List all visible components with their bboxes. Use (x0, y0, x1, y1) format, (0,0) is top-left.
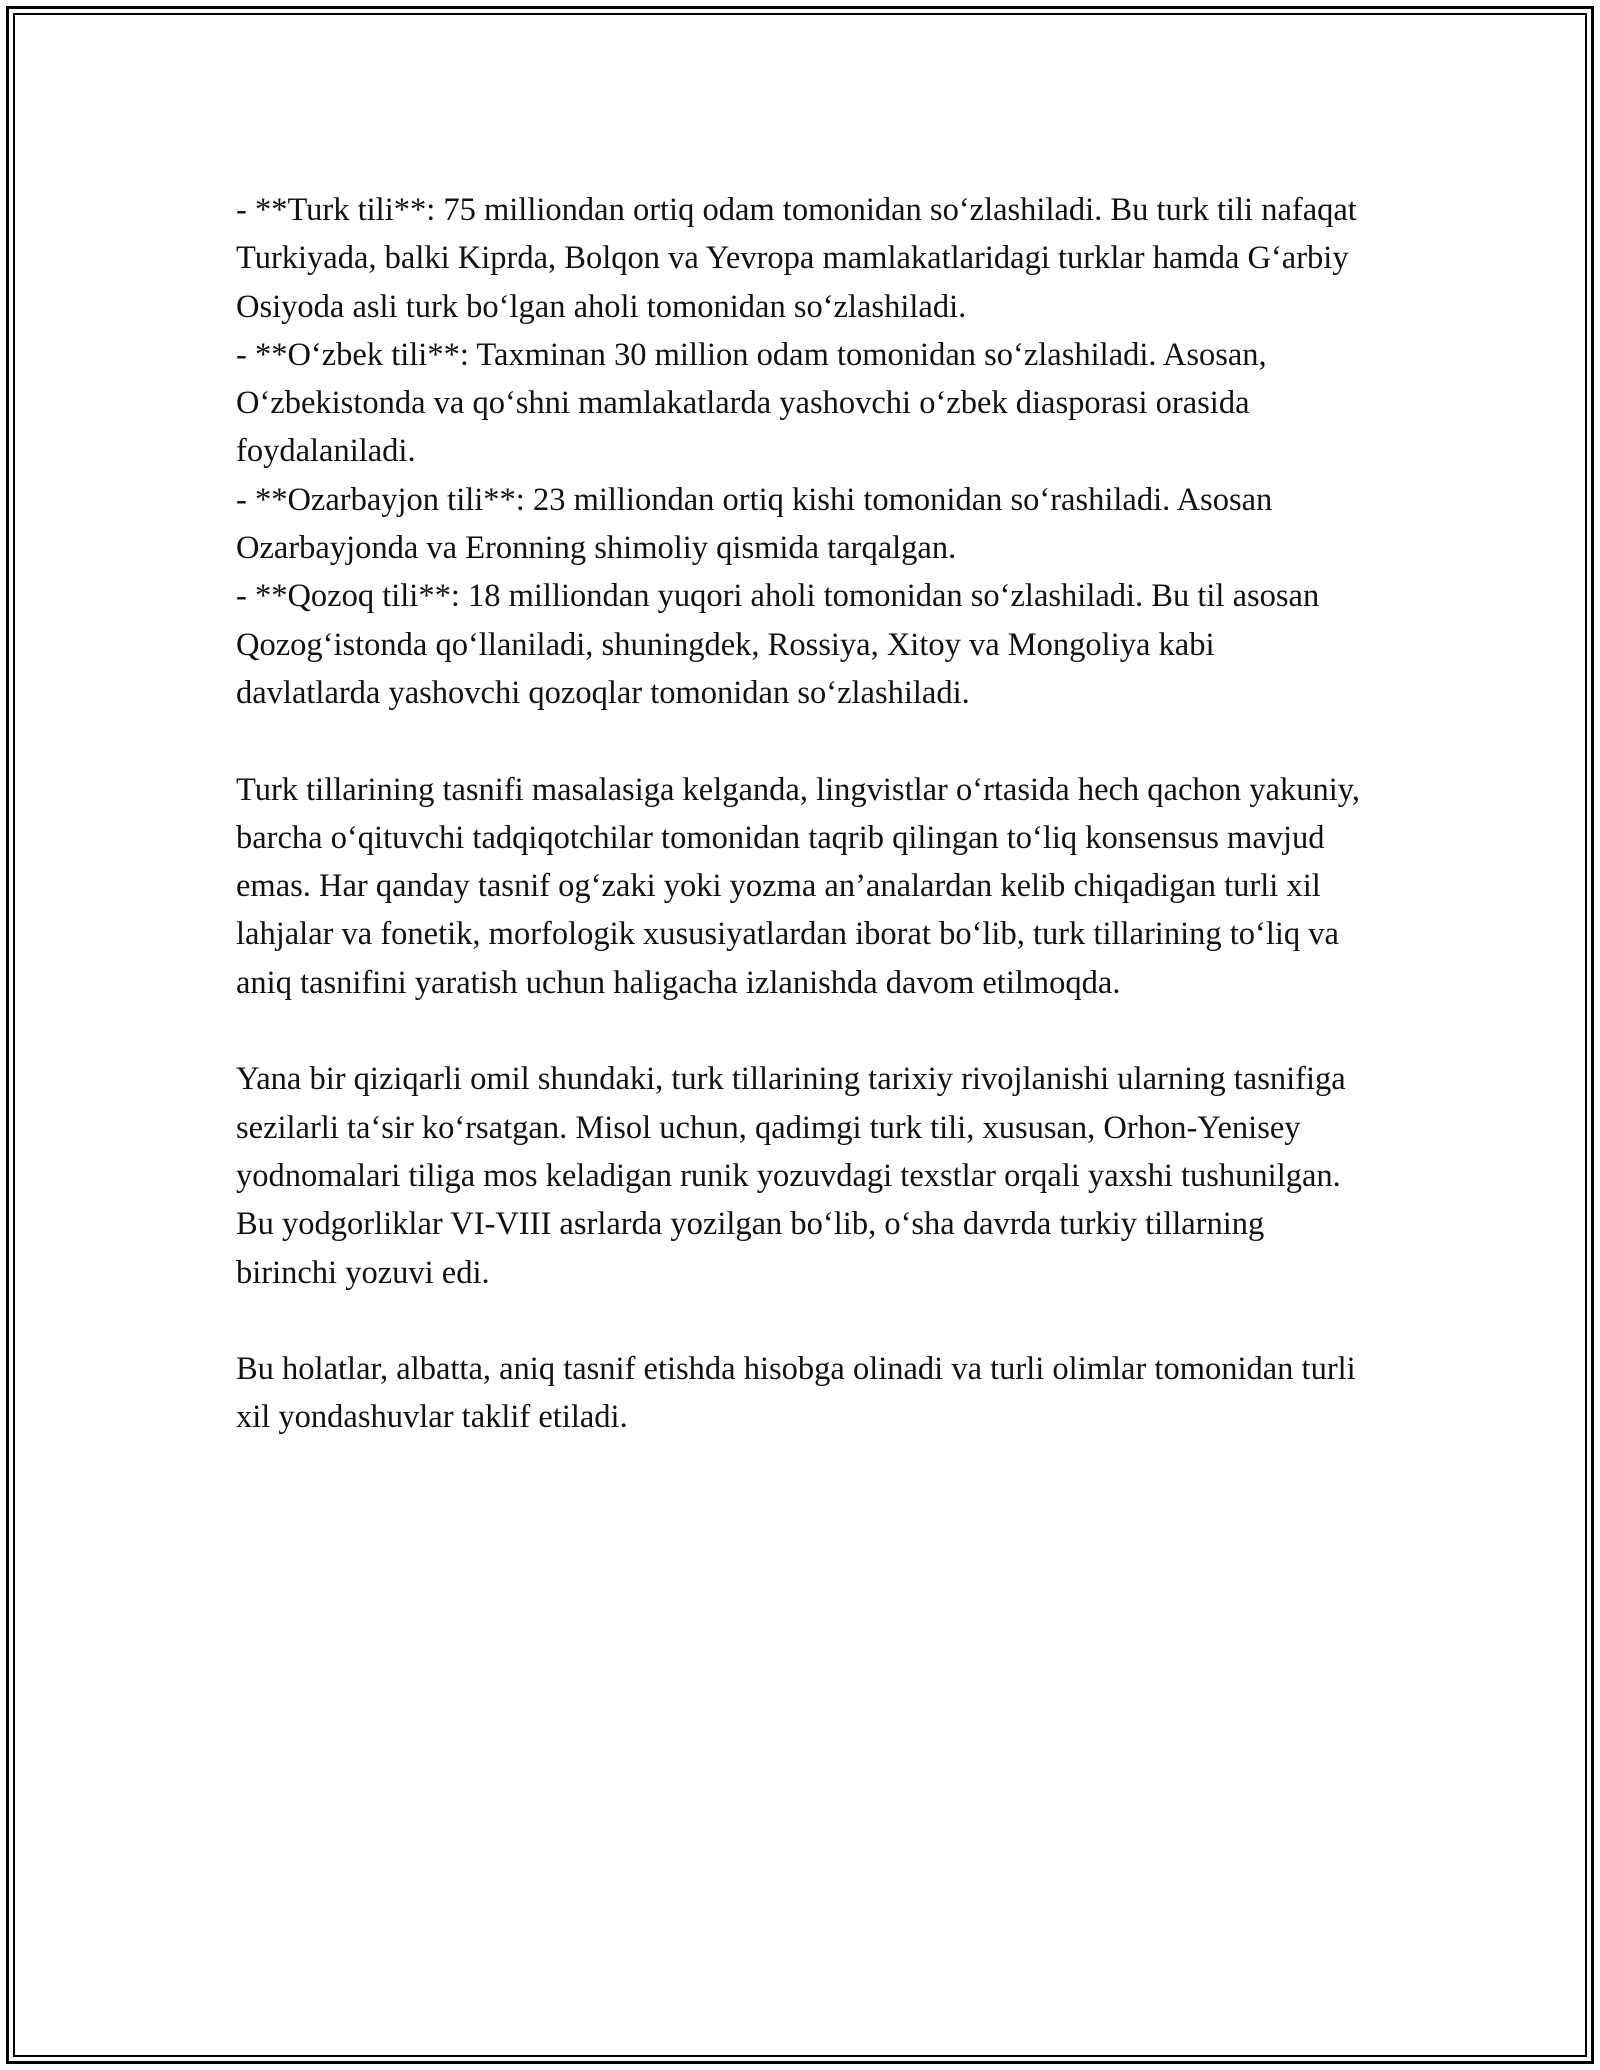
list-item-ozarbayjon-tili: - **Ozarbayjon tili**: 23 milliondan ortiq kishi tomonidan so‘rashiladi. Asosan Ozarbayjonda va Eronning shimoliy qismida tarqalgan. (236, 481, 1273, 567)
paragraph-historical-development: Yana bir qiziqarli omil shundaki, turk tillarining tarixiy rivojlanishi ularning tasnifiga sezilarli ta‘sir ko‘rsatgan. Misol uchun, qadimgi turk tili, xususan, Orhon-Yenisey yodnomalari tiliga mos keladigan runik yozuvdagi texstlar orqali yaxshi tushunilgan. Bu yodgorliklar VI-VIII asrlarda yozilgan bo‘lib, o‘sha davrda turkiy tillarning birinchi yozuvi edi. (236, 1061, 1346, 1291)
paragraph-conclusion: Bu holatlar, albatta, aniq tasnif etishda hisobga olinadi va turli olimlar tomonidan turli xil yondashuvlar taklif etiladi. (236, 1351, 1356, 1436)
document-body (236, 186, 1366, 1442)
list-item-qozoq-tili: - **Qozoq tili**: 18 milliondan yuqori aholi tomonidan so‘zlashiladi. Bu til asosan Qozog‘istonda qo‘llaniladi, shuningdek, Rossiya, Xitoy va Mongoliya kabi davlatlarda yashovchi qozoqlar tomonidan so‘zlashiladi. (236, 578, 1320, 711)
list-item-ozbek-tili: - **O‘zbek tili**: Taxminan 30 million odam tomonidan so‘zlashiladi. Asosan, O‘zbekistonda va qo‘shni mamlakatlarda yashovchi o‘zbek diasporasi orasida foydalaniladi. (236, 336, 1267, 470)
list-item-turk-tili: - **Turk tili**: 75 milliondan ortiq odam tomonidan so‘zlashiladi. Bu turk tili nafaqat Turkiyada, balki Kiprda, Bolqon va Yevropa mamlakatlaridagi turklar hamda G‘arbiy Osiyoda asli turk bo‘lgan aholi tomonidan so‘zlashiladi. (236, 192, 1357, 325)
paragraph-classification: Turk tillarining tasnifi masalasiga kelganda, lingvistlar o‘rtasida hech qachon yakuniy, barcha o‘qituvchi tadqiqotchilar tomonidan taqrib qilingan to‘liq konsensus mavjud emas. Har qanday tasnif og‘zaki yoki yozma an’analardan kelib chiqadigan turli xil lahjalar va fonetik, morfologik xususiyatlardan iborat bo‘lib, turk tillarining to‘liq va aniq tasnifini yaratish uchun haligacha izlanishda davom etilmoqda. (236, 771, 1360, 1001)
